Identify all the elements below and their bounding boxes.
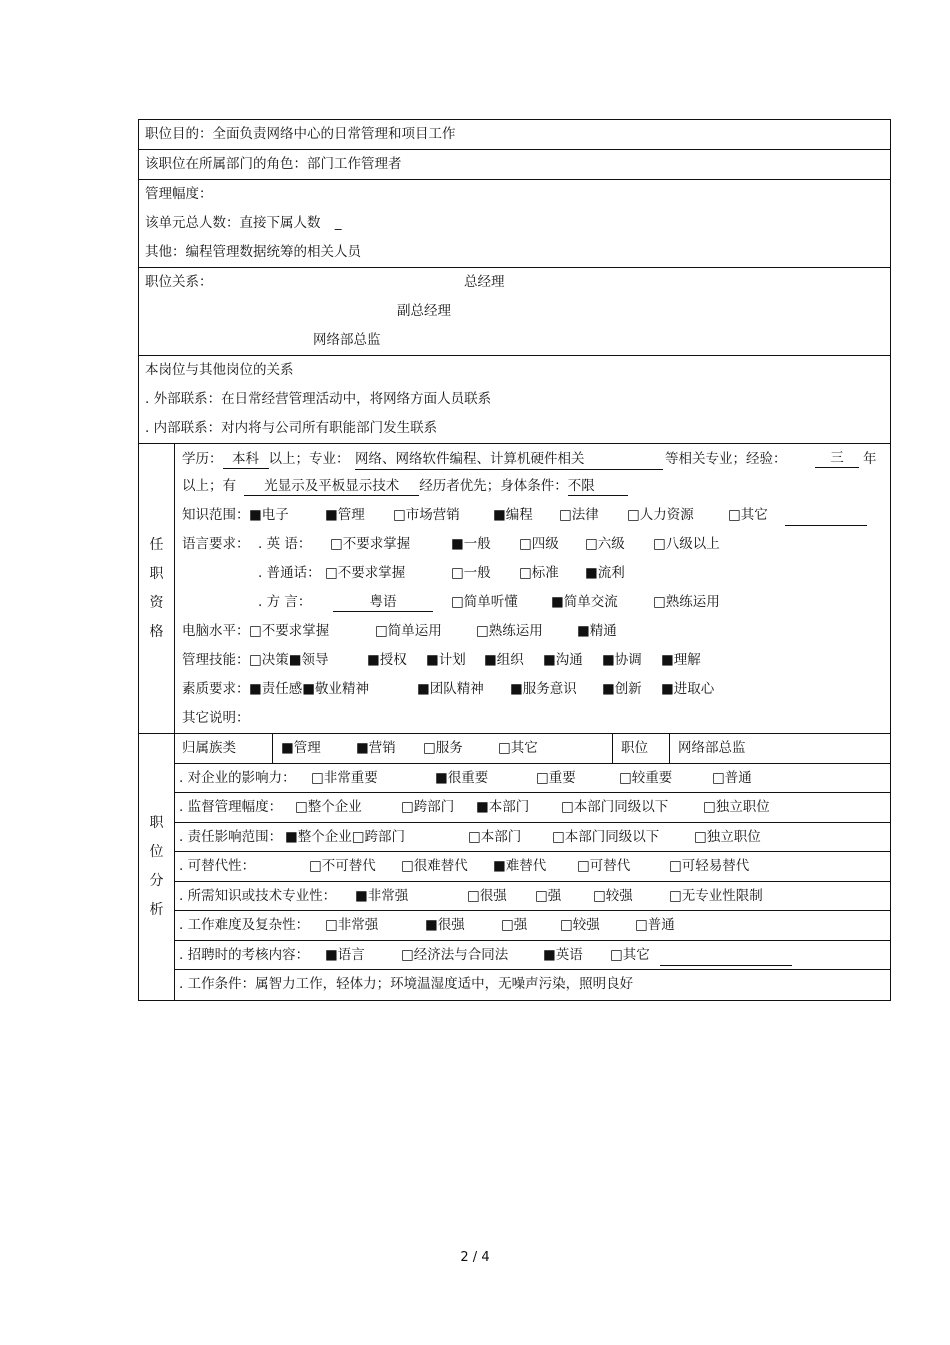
resp-line bbox=[175, 823, 890, 853]
english-option[interactable]: □六级 bbox=[585, 536, 625, 552]
edu-value: 本科 bbox=[223, 450, 269, 469]
exp-field: 光显示及平板显示技术 bbox=[244, 477, 419, 496]
skills-option[interactable]: ■计划 bbox=[426, 652, 466, 668]
dialect-option[interactable]: □熟练运用 bbox=[653, 594, 720, 610]
line2-b: 经历者优先；身体条件： bbox=[419, 478, 568, 494]
dialect-value: 粤语 bbox=[333, 593, 433, 612]
relation-label: 职位关系： bbox=[145, 274, 213, 290]
position-value-cell bbox=[669, 734, 892, 763]
computer-option[interactable]: □熟练运用 bbox=[476, 623, 543, 639]
resp-option[interactable]: □本部门同级以下 bbox=[552, 828, 660, 845]
difficulty-option[interactable]: □非常强 bbox=[325, 917, 379, 933]
family-option[interactable]: ■营销 bbox=[356, 740, 396, 756]
qualification-section bbox=[139, 444, 890, 734]
lang-label: 语言要求： bbox=[182, 536, 250, 552]
relation-line-2 bbox=[139, 297, 890, 326]
conditions-line: . 工作条件：属智力工作，轻体力；环境温湿度适中，无噪声污染，照明良好 bbox=[179, 976, 634, 992]
english-label: . 英 语： bbox=[258, 536, 312, 552]
links-title: 本岗位与其他岗位的关系 bbox=[145, 362, 294, 378]
expertise-line bbox=[175, 882, 890, 912]
dialect-option[interactable]: ■简单交流 bbox=[551, 594, 618, 610]
family-line bbox=[175, 734, 890, 764]
position-value: 网络部总监 bbox=[678, 740, 746, 756]
difficulty-option[interactable]: □强 bbox=[501, 917, 528, 933]
qual-side-char: 资 bbox=[149, 594, 164, 611]
english-option[interactable]: □不要求掌握 bbox=[330, 536, 411, 552]
difficulty-option[interactable]: □普通 bbox=[635, 917, 675, 933]
supervise-option[interactable]: □独立职位 bbox=[703, 799, 770, 815]
resp-label: . 责任影响范围： bbox=[179, 828, 283, 845]
quality-line bbox=[175, 675, 890, 704]
links-section bbox=[139, 356, 890, 444]
family-options-cell bbox=[272, 734, 612, 763]
expertise-option[interactable]: □无专业性限制 bbox=[669, 887, 763, 904]
knowledge-option[interactable]: ■管理 bbox=[325, 507, 365, 523]
dialect-label: . 方 言： bbox=[258, 594, 312, 610]
replace-label: . 可替代性： bbox=[179, 858, 256, 874]
quality-option[interactable]: ■进取心 bbox=[661, 681, 715, 697]
analysis-side-char: 位 bbox=[149, 843, 164, 860]
qualification-body bbox=[175, 444, 890, 733]
supervise-line bbox=[175, 793, 890, 823]
skills-option[interactable]: ■沟通 bbox=[543, 652, 583, 668]
purpose-section bbox=[139, 120, 890, 150]
knowledge-other-blank bbox=[785, 507, 867, 526]
quality-label: 素质要求： bbox=[182, 681, 250, 697]
knowledge-option[interactable]: ■电子 bbox=[249, 507, 289, 523]
relation-line-1 bbox=[139, 268, 890, 297]
expertise-option[interactable]: □强 bbox=[535, 887, 562, 904]
exam-option[interactable]: ■语言 bbox=[325, 946, 365, 963]
mandarin-line bbox=[175, 559, 890, 588]
links-external: . 外部联系：在日常经营管理活动中，将网络方面人员联系 bbox=[145, 391, 492, 407]
impact-option[interactable]: □普通 bbox=[712, 769, 752, 786]
qual-side-char: 职 bbox=[149, 565, 164, 582]
supervise-option[interactable]: ■本部门 bbox=[476, 799, 530, 815]
edu-label: 学历： bbox=[182, 451, 223, 467]
analysis-section bbox=[139, 734, 890, 1000]
expertise-option[interactable]: □很强 bbox=[467, 887, 507, 904]
replace-option[interactable]: ■难替代 bbox=[493, 858, 547, 874]
mandarin-option[interactable]: □不要求掌握 bbox=[325, 565, 406, 581]
computer-line bbox=[175, 617, 890, 646]
major-value: 网络、网络软件编程、计算机硬件相关 bbox=[355, 451, 585, 467]
skills-option[interactable]: ■协调 bbox=[602, 652, 642, 668]
analysis-body bbox=[175, 734, 890, 1000]
replace-option[interactable]: □不可替代 bbox=[309, 858, 376, 874]
scope-section bbox=[139, 180, 890, 268]
skills-option[interactable]: ■组织 bbox=[484, 652, 524, 668]
impact-option[interactable]: ■很重要 bbox=[435, 769, 489, 786]
relation-section bbox=[139, 268, 890, 356]
impact-option[interactable]: □较重要 bbox=[619, 769, 673, 786]
quality-option[interactable]: ■责任感■敬业精神 bbox=[249, 681, 370, 697]
edu-line bbox=[175, 444, 890, 472]
exp-value: 三 bbox=[815, 449, 859, 468]
resp-option[interactable]: □独立职位 bbox=[694, 828, 761, 845]
edu-line-2 bbox=[175, 472, 890, 501]
role-section bbox=[139, 150, 890, 180]
replace-option[interactable]: □很难替代 bbox=[401, 858, 468, 874]
other-note-label: 其它说明： bbox=[182, 710, 250, 726]
qual-side-char: 格 bbox=[149, 623, 164, 640]
quality-option[interactable]: ■服务意识 bbox=[510, 681, 577, 697]
scope-title: 管理幅度： bbox=[145, 186, 213, 202]
impact-option[interactable]: □重要 bbox=[536, 769, 576, 786]
family-label: 归属族类 bbox=[182, 740, 236, 756]
expertise-label: . 所需知识或技术专业性： bbox=[179, 887, 337, 904]
knowledge-option[interactable]: □其它 bbox=[728, 507, 768, 523]
major-underline bbox=[355, 451, 663, 470]
replace-option[interactable]: □可轻易替代 bbox=[669, 858, 750, 874]
exp-mid: 等相关专业；经验： bbox=[665, 451, 787, 467]
knowledge-option[interactable]: □人力资源 bbox=[627, 507, 694, 523]
knowledge-option[interactable]: □法律 bbox=[559, 507, 599, 523]
relation-line-3 bbox=[139, 326, 890, 355]
skills-option[interactable]: □决策■领导 bbox=[249, 652, 329, 668]
computer-option[interactable]: □简单运用 bbox=[375, 623, 442, 639]
family-option[interactable]: □服务 bbox=[423, 740, 463, 756]
supervise-option[interactable]: □整个企业 bbox=[295, 799, 362, 815]
exam-option[interactable]: ■英语 bbox=[543, 946, 583, 963]
edu-mid: 以上；专业： bbox=[268, 451, 350, 467]
relation-level2: 副总经理 bbox=[397, 303, 451, 319]
exam-option[interactable]: □其它 bbox=[610, 946, 650, 963]
impact-option[interactable]: □非常重要 bbox=[311, 769, 378, 786]
year-text: 年 bbox=[863, 451, 877, 467]
role-text: 该职位在所属部门的角色：部门工作管理者 bbox=[145, 156, 402, 172]
exam-option[interactable]: □经济法与合同法 bbox=[401, 946, 509, 963]
analysis-side-char: 分 bbox=[149, 872, 164, 889]
qual-side-char: 任 bbox=[149, 536, 164, 553]
mandarin-label: . 普通话： bbox=[258, 565, 321, 581]
purpose-text: 职位目的：全面负责网络中心的日常管理和项目工作 bbox=[145, 126, 456, 142]
difficulty-line bbox=[175, 911, 890, 941]
resp-option[interactable]: □本部门 bbox=[468, 828, 522, 845]
scope-total-blank: _ bbox=[334, 215, 342, 231]
supervise-option[interactable]: □本部门同级以下 bbox=[561, 799, 669, 815]
family-option[interactable]: ■管理 bbox=[281, 740, 321, 756]
knowledge-label: 知识范围： bbox=[182, 507, 250, 523]
scope-total bbox=[139, 209, 890, 238]
english-option[interactable]: ■一般 bbox=[451, 536, 491, 552]
skills-option[interactable]: ■授权 bbox=[367, 652, 407, 668]
mandarin-option[interactable]: □一般 bbox=[451, 565, 491, 581]
quality-option[interactable]: ■创新 bbox=[602, 681, 642, 697]
skills-line bbox=[175, 646, 890, 675]
replace-option[interactable]: □可替代 bbox=[577, 858, 631, 874]
expertise-option[interactable]: □较强 bbox=[593, 887, 633, 904]
line2-a: 以上；有 bbox=[182, 478, 236, 494]
computer-option[interactable]: ■精通 bbox=[577, 623, 617, 639]
exam-label: . 招聘时的考核内容： bbox=[179, 946, 310, 963]
other-note-line bbox=[175, 704, 890, 733]
english-option[interactable]: □八级以上 bbox=[653, 536, 720, 552]
analysis-side-char: 析 bbox=[149, 901, 164, 918]
exam-other-blank bbox=[660, 947, 792, 966]
position-label-cell bbox=[612, 734, 669, 763]
links-internal: . 内部联系：对内将与公司所有职能部门发生联系 bbox=[145, 420, 438, 436]
skills-option[interactable]: ■理解 bbox=[661, 652, 701, 668]
mandarin-option[interactable]: ■流利 bbox=[585, 565, 625, 581]
resp-option[interactable]: ■整个企业□跨部门 bbox=[285, 828, 406, 845]
knowledge-line bbox=[175, 501, 890, 530]
dialect-option[interactable]: □简单听懂 bbox=[451, 594, 518, 610]
supervise-label: . 监督管理幅度： bbox=[179, 799, 283, 815]
knowledge-option[interactable]: ■编程 bbox=[493, 507, 533, 523]
analysis-side-char: 职 bbox=[149, 814, 164, 831]
relation-level1: 总经理 bbox=[464, 274, 505, 290]
impact-label: . 对企业的影响力： bbox=[179, 769, 296, 786]
supervise-option[interactable]: □跨部门 bbox=[401, 799, 455, 815]
qualification-side-label bbox=[139, 444, 175, 733]
scope-total-text: 该单元总人数：直接下属人数 bbox=[145, 215, 321, 231]
computer-option[interactable]: □不要求掌握 bbox=[249, 623, 330, 639]
dialect-line bbox=[175, 588, 890, 617]
quality-option[interactable]: ■团队精神 bbox=[417, 681, 484, 697]
difficulty-label: . 工作难度及复杂性： bbox=[179, 917, 310, 933]
body-value: 不限 bbox=[568, 477, 628, 496]
difficulty-option[interactable]: ■很强 bbox=[425, 917, 465, 933]
mandarin-option[interactable]: □标准 bbox=[519, 565, 559, 581]
english-line bbox=[175, 530, 890, 559]
page-number: 2 / 4 bbox=[460, 1250, 490, 1265]
difficulty-option[interactable]: □较强 bbox=[560, 917, 600, 933]
family-option[interactable]: □其它 bbox=[498, 740, 538, 756]
expertise-option[interactable]: ■非常强 bbox=[355, 887, 409, 904]
computer-label: 电脑水平： bbox=[182, 623, 250, 639]
job-description-table bbox=[138, 119, 891, 1001]
analysis-side-label bbox=[139, 734, 175, 1000]
position-label: 职位 bbox=[621, 740, 648, 756]
exam-line bbox=[175, 941, 890, 971]
english-option[interactable]: □四级 bbox=[519, 536, 559, 552]
scope-other: 其他：编程管理数据统筹的相关人员 bbox=[145, 244, 361, 260]
replace-line bbox=[175, 852, 890, 882]
relation-level3: 网络部总监 bbox=[313, 332, 381, 348]
impact-line bbox=[175, 764, 890, 794]
knowledge-option[interactable]: □市场营销 bbox=[393, 507, 460, 523]
skills-label: 管理技能： bbox=[182, 652, 250, 668]
